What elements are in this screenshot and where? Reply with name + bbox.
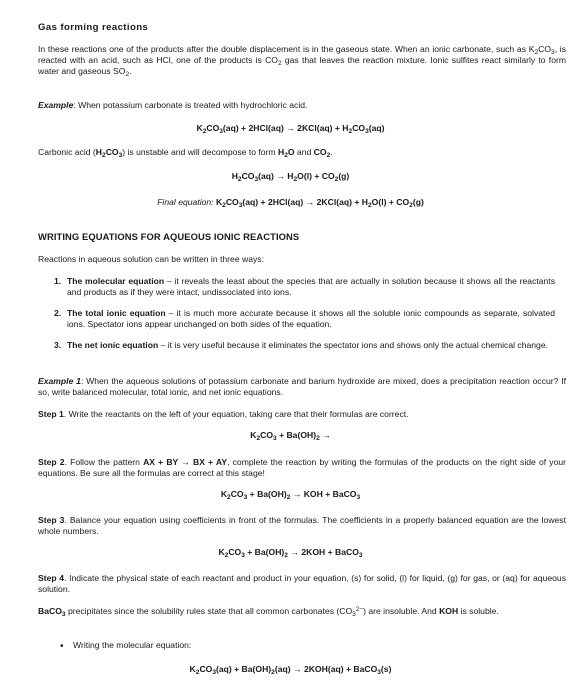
bullet-icon: • <box>60 641 64 652</box>
list-item: 1. The molecular equation – it reveals the least about the species that are actually in solution because it shows all the reactants and products as if they were intact, undissociated into ions. <box>54 276 555 298</box>
equation-4: $K_2CO_3 + Ba(OH)_2$ → KOH + BaCO$_3$ <box>220 489 361 501</box>
step-1: Step 1. Write the reactants on the left of your equation, taking care that their formulas are correct. <box>38 409 409 419</box>
final-equation: Final equation: $K_2CO_3(aq) + 2HCl(aq) \to 2KCl(aq) + H_2O(l) + CO_2(g)$ <box>157 197 424 209</box>
equation-6: $K_2CO_3(aq) + Ba(OH)_2(aq) \to 2KOH(aq)$ + BaCO$_3$(s) <box>189 664 392 676</box>
equation-3: $K_2CO_3 + Ba(OH)_2$ → <box>250 430 331 442</box>
equation-5: $K_2CO_3 + Ba(OH)_2 \to 2KOH$ + BaCO$_3$ <box>218 547 363 559</box>
equation-1: $K_2CO_3(aq) + 2HCl(aq) \to 2KCl(aq) + H_2CO_3(aq)$ <box>196 123 385 135</box>
section-intro: Reactions in aqueous solution can be written in three ways: <box>38 254 264 264</box>
list-item: 2. The total ionic equation – it is much more accurate because it shows all the soluble ionic compounds as separate, solvated ions. Spectator ions appear unchanged on both sides of the equation. <box>54 308 555 330</box>
bullet-item: • Writing the molecular equation: <box>60 640 192 652</box>
section-title-aqueous: WRITING EQUATIONS FOR AQUEOUS IONIC REACTIONS <box>38 231 300 242</box>
section-title-gas-forming: Gas forming reactions <box>38 22 149 33</box>
list-item: 3. The net ionic equation – it is very useful because it eliminates the spectator ions and shows only the actual chemical change. <box>54 340 548 350</box>
example-1-paragraph: Example 1: When the aqueous solutions of potassium carbonate and barium hydroxide are mixed, does a precipitation reaction occur? If so, write balanced molecular, total ionic, and net ionic equations. <box>38 376 566 398</box>
step-4: Step 4. Indicate the physical state of each reactant and product in your equation, (s) for solid, (l) for liquid, (g) for gas, or (aq) for aqueous solution. <box>38 573 566 595</box>
precipitate-note: BaCO$_3$ precipitates since the solubility rules state that all common carbonates $(CO_3^{2-})$ are insoluble. And KOH is soluble. <box>38 606 499 618</box>
step-2: Step 2. Follow the pattern AX + BY → BX + AY, complete the reaction by writing the formulas of the products on the right side of your equations. Be sure all the formulas are correct at this stage! <box>38 457 566 479</box>
carbonic-acid-line: Carbonic acid $(H_2CO_3)$ is unstable and will decompose to form $H_2O$ and $CO_2$. <box>38 147 333 159</box>
step-3: Step 3. Balance your equation using coefficients in front of the formulas. The coefficients in a properly balanced equation are the lowest whole numbers. <box>38 515 566 537</box>
equation-2: $H_2CO_3(aq) \to H_2O(l) + CO_2(g)$ <box>231 171 350 183</box>
intro-paragraph: In these reactions one of the products after the double displacement is in the gaseous state. When an ionic carbonate, such as $K_2CO_3$, is reacted with an acid, such as HCl, one of the products is $CO_2$ gas that leaves the reaction mixture. Ionic sulfites react similarly to form water and gaseous $SO_2$. <box>38 44 566 79</box>
example-line: Example: When potassium carbonate is treated with hydrochloric acid. <box>38 100 308 110</box>
